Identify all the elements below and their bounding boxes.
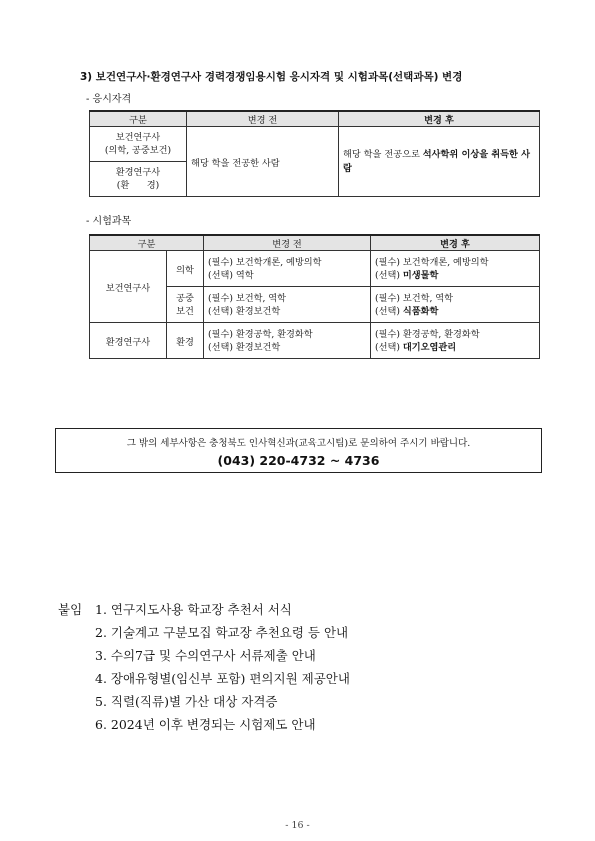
contact-text: 그 밖의 세부사항은 충청북도 인사혁신과(교육고시팀)로 문의하여 주시기 바랍니다. [126,438,471,449]
after-line-plain: (선택) [375,341,403,353]
subjects-table [89,234,540,359]
page-number: - 16 - [285,820,310,831]
after-line [375,305,535,318]
group-environment: 환경연구사 [90,323,167,359]
list-item [58,690,350,713]
header-category: 구분 [90,111,187,127]
before-line: (선택) 역학 [208,269,254,281]
attachment-item: 1. 연구지도사용 학교장 추천서 서식 [95,602,292,617]
after-line-plain: (선택) [375,269,403,281]
attachment-item: 3. 수의7급 및 수의연구사 서류제출 안내 [95,648,316,663]
before-medicine [204,251,371,287]
before-line: (필수) 보건학, 역학 [208,292,287,304]
contact-phone: (043) 220-4732 ~ 4736 [217,453,380,468]
after-line: (필수) 보건학, 역학 [375,292,454,304]
before-public-health [204,287,371,323]
field-public-health: 공중 보건 [167,287,204,323]
after-bold: 석사학위 이상을 취득한 사람 [343,148,530,174]
attachments-list [58,598,350,736]
after-line-plain: (선택) [375,305,403,317]
after-line-bold: 식품화학 [402,305,439,317]
contact-box [55,428,542,473]
attachment-item: 6. 2024년 이후 변경되는 시험제도 안내 [95,717,316,732]
after-line-bold: 미생물학 [402,269,439,281]
attachments-label: 붙임 [58,602,83,617]
group-health: 보건연구사 [90,251,167,323]
before-line: (필수) 보건학개론, 예방의학 [208,256,322,268]
header-before: 변경 전 [204,235,371,251]
before-cell: 해당 학을 전공한 사람 [187,127,339,197]
after-line [375,341,535,354]
field-environment: 환경 [167,323,204,359]
after-cell [339,127,540,197]
list-item [58,667,350,690]
before-line: (선택) 환경보건학 [208,305,281,317]
category-health: 보건연구사 (의학, 공중보건) [90,127,187,162]
after-environment [371,323,540,359]
after-public-health [371,287,540,323]
list-item [58,713,350,736]
before-line: (선택) 환경보건학 [208,341,281,353]
header-after: 변경 후 [339,111,540,127]
after-medicine [371,251,540,287]
list-item [58,644,350,667]
header-category: 구분 [90,235,204,251]
before-environment [204,323,371,359]
header-after: 변경 후 [371,235,540,251]
attachment-item: 5. 직렬(직류)별 가산 대상 자격증 [95,694,278,709]
after-line: (필수) 보건학개론, 예방의학 [375,256,489,268]
qualification-table [89,110,540,197]
field-medicine: 의학 [167,251,204,287]
attachment-item: 2. 기술계고 구분모집 학교장 추천요령 등 안내 [95,625,349,640]
after-line: (필수) 환경공학, 환경화학 [375,328,480,340]
after-line [375,269,535,282]
qualification-label: - 응시자격 [86,94,132,105]
subjects-label: - 시험과목 [86,216,132,227]
category-environment: 환경연구사 (환 경) [90,162,187,197]
after-plain: 해당 학을 전공으로 [343,148,423,160]
attachment-item: 4. 장애유형별(임신부 포함) 편의지원 제공안내 [95,671,350,686]
before-line: (필수) 환경공학, 환경화학 [208,328,313,340]
list-item [58,598,350,621]
list-item [58,621,350,644]
after-line-bold: 대기오염관리 [402,341,457,353]
section-heading: 3) 보건연구사·환경연구사 경력경쟁임용시험 응시자격 및 시험과목(선택과목) 변경 [80,71,463,83]
header-before: 변경 전 [187,111,339,127]
